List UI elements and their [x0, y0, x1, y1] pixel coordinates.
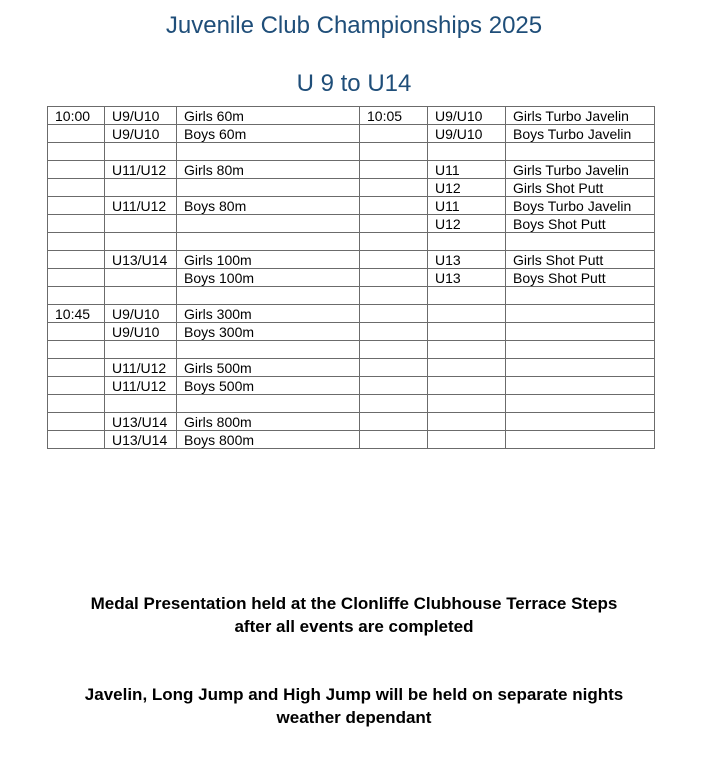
- table-row: [48, 305, 655, 323]
- field-time-cell: [360, 287, 428, 305]
- field-event-cell: [506, 323, 655, 341]
- table-row: [48, 359, 655, 377]
- table-row: [48, 413, 655, 431]
- track-age-group-cell: U11/U12: [105, 377, 177, 395]
- track-event-cell: Boys 60m: [177, 125, 360, 143]
- track-age-group-cell: [105, 143, 177, 161]
- track-age-group-cell: U11/U12: [105, 197, 177, 215]
- track-time-cell: [48, 215, 105, 233]
- track-time-cell: [48, 287, 105, 305]
- field-age-group-cell: [428, 323, 506, 341]
- table-row: [48, 323, 655, 341]
- page-subtitle: U 9 to U14: [296, 70, 412, 97]
- field-note-line-2: weather dependant: [276, 708, 432, 727]
- table-row: [48, 269, 655, 287]
- field-age-group-cell: [428, 359, 506, 377]
- table-row: [48, 341, 655, 359]
- track-time-cell: [48, 143, 105, 161]
- track-time-cell: [48, 251, 105, 269]
- field-time-cell: 10:05: [360, 107, 428, 125]
- track-age-group-cell: U9/U10: [105, 305, 177, 323]
- track-age-group-cell: [105, 215, 177, 233]
- track-age-group-cell: [105, 341, 177, 359]
- field-age-group-cell: [428, 233, 506, 251]
- track-age-group-cell: U11/U12: [105, 359, 177, 377]
- field-time-cell: [360, 377, 428, 395]
- track-event-cell: Girls 500m: [177, 359, 360, 377]
- medal-presentation-note: [20, 592, 688, 638]
- track-event-cell: [177, 215, 360, 233]
- field-time-cell: [360, 251, 428, 269]
- track-age-group-cell: [105, 287, 177, 305]
- table-row: [48, 161, 655, 179]
- table-row: [48, 233, 655, 251]
- medal-note-line-1: Medal Presentation held at the Clonliffe Clubhouse Terrace Steps: [90, 594, 618, 613]
- field-event-cell: Girls Shot Putt: [506, 251, 655, 269]
- track-event-cell: Girls 100m: [177, 251, 360, 269]
- field-age-group-cell: [428, 377, 506, 395]
- schedule-table: [47, 106, 655, 449]
- table-row: [48, 179, 655, 197]
- field-time-cell: [360, 143, 428, 161]
- track-event-cell: [177, 179, 360, 197]
- field-age-group-cell: [428, 395, 506, 413]
- field-age-group-cell: U12: [428, 215, 506, 233]
- field-event-cell: [506, 305, 655, 323]
- field-event-cell: [506, 431, 655, 449]
- track-age-group-cell: U13/U14: [105, 251, 177, 269]
- table-row: [48, 143, 655, 161]
- field-time-cell: [360, 125, 428, 143]
- track-age-group-cell: U11/U12: [105, 161, 177, 179]
- track-event-cell: [177, 395, 360, 413]
- field-time-cell: [360, 305, 428, 323]
- table-row: [48, 125, 655, 143]
- field-age-group-cell: U13: [428, 269, 506, 287]
- track-age-group-cell: U13/U14: [105, 431, 177, 449]
- track-age-group-cell: U9/U10: [105, 323, 177, 341]
- page-title: Juvenile Club Championships 2025: [165, 12, 543, 39]
- field-event-cell: [506, 377, 655, 395]
- field-event-cell: Girls Shot Putt: [506, 179, 655, 197]
- field-event-cell: [506, 395, 655, 413]
- field-event-cell: Girls Turbo Javelin: [506, 107, 655, 125]
- field-age-group-cell: U13: [428, 251, 506, 269]
- field-age-group-cell: [428, 287, 506, 305]
- field-time-cell: [360, 323, 428, 341]
- table-row: [48, 215, 655, 233]
- track-time-cell: [48, 125, 105, 143]
- track-age-group-cell: [105, 269, 177, 287]
- field-time-cell: [360, 359, 428, 377]
- table-row: [48, 287, 655, 305]
- track-event-cell: Boys 300m: [177, 323, 360, 341]
- field-age-group-cell: U9/U10: [428, 107, 506, 125]
- track-time-cell: [48, 233, 105, 251]
- field-age-group-cell: [428, 341, 506, 359]
- field-time-cell: [360, 413, 428, 431]
- table-row: [48, 377, 655, 395]
- track-time-cell: 10:00: [48, 107, 105, 125]
- track-event-cell: Boys 80m: [177, 197, 360, 215]
- track-event-cell: Girls 300m: [177, 305, 360, 323]
- track-event-cell: [177, 143, 360, 161]
- field-time-cell: [360, 161, 428, 179]
- track-time-cell: [48, 179, 105, 197]
- field-event-cell: [506, 413, 655, 431]
- field-time-cell: [360, 341, 428, 359]
- track-time-cell: [48, 431, 105, 449]
- field-event-cell: [506, 341, 655, 359]
- field-age-group-cell: U11: [428, 197, 506, 215]
- field-event-cell: Boys Shot Putt: [506, 269, 655, 287]
- track-event-cell: Boys 800m: [177, 431, 360, 449]
- track-age-group-cell: U13/U14: [105, 413, 177, 431]
- track-time-cell: [48, 359, 105, 377]
- field-event-cell: Boys Turbo Javelin: [506, 125, 655, 143]
- field-event-cell: [506, 143, 655, 161]
- table-row: [48, 107, 655, 125]
- table-row: [48, 197, 655, 215]
- track-event-cell: Girls 800m: [177, 413, 360, 431]
- field-age-group-cell: [428, 143, 506, 161]
- table-row: [48, 395, 655, 413]
- field-time-cell: [360, 395, 428, 413]
- field-event-cell: Boys Shot Putt: [506, 215, 655, 233]
- track-event-cell: [177, 233, 360, 251]
- field-age-group-cell: U11: [428, 161, 506, 179]
- track-event-cell: Boys 500m: [177, 377, 360, 395]
- field-age-group-cell: [428, 413, 506, 431]
- track-time-cell: [48, 377, 105, 395]
- field-age-group-cell: U12: [428, 179, 506, 197]
- field-time-cell: [360, 233, 428, 251]
- track-time-cell: [48, 269, 105, 287]
- track-event-cell: Boys 100m: [177, 269, 360, 287]
- track-event-cell: [177, 287, 360, 305]
- track-age-group-cell: U9/U10: [105, 107, 177, 125]
- field-time-cell: [360, 269, 428, 287]
- track-event-cell: Girls 60m: [177, 107, 360, 125]
- field-event-cell: Girls Turbo Javelin: [506, 161, 655, 179]
- track-event-cell: [177, 341, 360, 359]
- field-event-cell: [506, 233, 655, 251]
- field-time-cell: [360, 179, 428, 197]
- medal-note-line-2: after all events are completed: [234, 617, 474, 636]
- track-time-cell: [48, 341, 105, 359]
- track-age-group-cell: [105, 395, 177, 413]
- field-event-cell: [506, 287, 655, 305]
- track-time-cell: [48, 323, 105, 341]
- field-age-group-cell: U9/U10: [428, 125, 506, 143]
- track-time-cell: [48, 395, 105, 413]
- track-age-group-cell: [105, 179, 177, 197]
- field-time-cell: [360, 431, 428, 449]
- field-time-cell: [360, 215, 428, 233]
- track-age-group-cell: [105, 233, 177, 251]
- schedule-body: [48, 107, 655, 449]
- track-age-group-cell: U9/U10: [105, 125, 177, 143]
- track-event-cell: Girls 80m: [177, 161, 360, 179]
- field-events-note: [20, 683, 688, 729]
- track-time-cell: [48, 161, 105, 179]
- field-event-cell: Boys Turbo Javelin: [506, 197, 655, 215]
- track-time-cell: [48, 197, 105, 215]
- field-note-line-1: Javelin, Long Jump and High Jump will be held on separate nights: [84, 685, 624, 704]
- field-age-group-cell: [428, 305, 506, 323]
- table-row: [48, 251, 655, 269]
- track-time-cell: [48, 413, 105, 431]
- field-age-group-cell: [428, 431, 506, 449]
- field-time-cell: [360, 197, 428, 215]
- field-event-cell: [506, 359, 655, 377]
- table-row: [48, 431, 655, 449]
- track-time-cell: 10:45: [48, 305, 105, 323]
